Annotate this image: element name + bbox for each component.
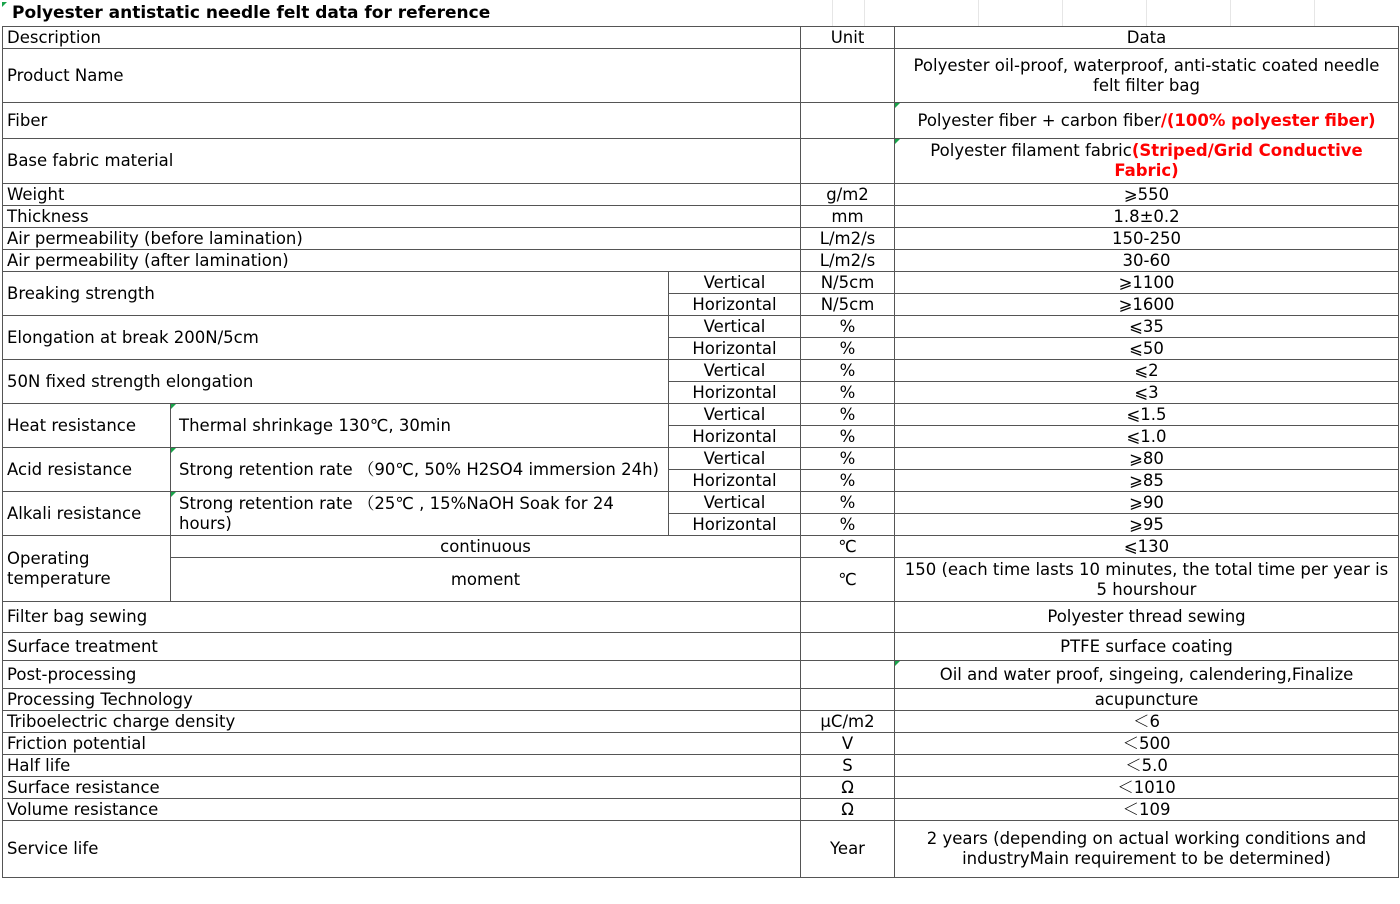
comment-marker <box>171 492 176 497</box>
mode-label: continuous <box>171 536 801 558</box>
gridline <box>864 0 865 26</box>
table-row <box>3 404 1399 426</box>
row-unit: Ω <box>801 799 895 821</box>
row-label: Triboelectric charge density <box>3 711 801 733</box>
row-unit <box>801 139 895 184</box>
row-unit: ℃ <box>801 536 895 558</box>
row-label: Operating temperature <box>3 536 171 602</box>
row-unit: % <box>801 316 895 338</box>
row-label: Fiber <box>3 103 801 139</box>
row-unit: μC/m2 <box>801 711 895 733</box>
mode-label: moment <box>171 558 801 602</box>
row-unit <box>801 103 895 139</box>
table-row <box>3 184 1399 206</box>
table-row <box>3 633 1399 661</box>
direction-label: Vertical <box>669 316 801 338</box>
row-data: 150-250 <box>895 228 1399 250</box>
row-unit: mm <box>801 206 895 228</box>
table-row <box>3 316 1399 338</box>
row-label: Service life <box>3 821 801 878</box>
row-data: 1.8±0.2 <box>895 206 1399 228</box>
row-unit: % <box>801 382 895 404</box>
row-data: ⩽2 <box>895 360 1399 382</box>
row-label: Air permeability (after lamination) <box>3 250 801 272</box>
condition-text <box>171 448 669 492</box>
row-unit: % <box>801 404 895 426</box>
comment-marker <box>2 2 7 7</box>
row-label: Friction potential <box>3 733 801 755</box>
comment-marker <box>895 103 900 108</box>
table-row <box>3 139 1399 184</box>
table-row <box>3 711 1399 733</box>
table-row <box>3 360 1399 382</box>
direction-label: Vertical <box>669 360 801 382</box>
row-data: 150 (each time lasts 10 minutes, the total time per year is 5 hourshour <box>895 558 1399 602</box>
direction-label: Horizontal <box>669 426 801 448</box>
row-unit <box>801 689 895 711</box>
row-label: 50N fixed strength elongation <box>3 360 669 404</box>
table-row <box>3 49 1399 103</box>
table-row <box>3 272 1399 294</box>
row-data <box>895 661 1399 689</box>
table-row <box>3 250 1399 272</box>
row-data: Polyester thread sewing <box>895 602 1399 633</box>
row-label: Alkali resistance <box>3 492 171 536</box>
row-unit: % <box>801 514 895 536</box>
direction-label: Horizontal <box>669 294 801 316</box>
row-data: ⩾90 <box>895 492 1399 514</box>
row-label: Processing Technology <box>3 689 801 711</box>
condition-text <box>171 492 669 536</box>
row-unit: L/m2/s <box>801 250 895 272</box>
condition-text <box>171 404 669 448</box>
row-unit: Ω <box>801 777 895 799</box>
comment-marker <box>171 448 176 453</box>
condition-label: Strong retention rate （90℃, 50% H2SO4 immersion 24h) <box>179 459 659 479</box>
row-label: Surface resistance <box>3 777 801 799</box>
direction-label: Vertical <box>669 272 801 294</box>
table-row <box>3 661 1399 689</box>
row-unit <box>801 49 895 103</box>
row-data: 2 years (depending on actual working conditions and industryMain requirement to be determined) <box>895 821 1399 878</box>
header-unit: Unit <box>801 27 895 49</box>
row-data: ⩾95 <box>895 514 1399 536</box>
table-row <box>3 103 1399 139</box>
row-data <box>895 139 1399 184</box>
row-data: ＜500 <box>895 733 1399 755</box>
gridline <box>1062 0 1063 26</box>
row-data: ＜1010 <box>895 777 1399 799</box>
table-row <box>3 492 1399 514</box>
row-data: ⩽130 <box>895 536 1399 558</box>
row-data: ⩾1600 <box>895 294 1399 316</box>
table-row <box>3 558 1399 602</box>
data-text: Polyester fiber + carbon fiber <box>917 110 1161 130</box>
condition-label: Thermal shrinkage 130℃, 30min <box>179 415 451 435</box>
table-row <box>3 777 1399 799</box>
row-unit: % <box>801 470 895 492</box>
row-data: ⩾85 <box>895 470 1399 492</box>
gridline <box>978 0 979 26</box>
row-data: 30-60 <box>895 250 1399 272</box>
row-unit: N/5cm <box>801 272 895 294</box>
row-data: ⩾80 <box>895 448 1399 470</box>
header-data: Data <box>895 27 1399 49</box>
comment-marker <box>895 661 900 666</box>
gridline <box>832 0 833 26</box>
row-label: Half life <box>3 755 801 777</box>
row-data: PTFE surface coating <box>895 633 1399 661</box>
row-unit: N/5cm <box>801 294 895 316</box>
direction-label: Horizontal <box>669 514 801 536</box>
row-label: Surface treatment <box>3 633 801 661</box>
row-unit: Year <box>801 821 895 878</box>
gridline <box>1146 0 1147 26</box>
direction-label: Vertical <box>669 492 801 514</box>
row-data: ⩽3 <box>895 382 1399 404</box>
comment-marker <box>171 404 176 409</box>
row-unit <box>801 661 895 689</box>
row-data: acupuncture <box>895 689 1399 711</box>
row-data: Polyester oil-proof, waterproof, anti-static coated needle felt filter bag <box>895 49 1399 103</box>
row-label: Breaking strength <box>3 272 669 316</box>
table-row <box>3 536 1399 558</box>
row-data: ⩽1.5 <box>895 404 1399 426</box>
row-label: Elongation at break 200N/5cm <box>3 316 669 360</box>
page-title: Polyester antistatic needle felt data for reference <box>12 3 491 23</box>
row-data: ＜109 <box>895 799 1399 821</box>
direction-label: Vertical <box>669 404 801 426</box>
row-label: Base fabric material <box>3 139 801 184</box>
header-description: Description <box>3 27 801 49</box>
row-label: Air permeability (before lamination) <box>3 228 801 250</box>
data-text: Oil and water proof, singeing, calendering,Finalize <box>939 664 1354 684</box>
table-row <box>3 206 1399 228</box>
row-unit: % <box>801 426 895 448</box>
table-row <box>3 799 1399 821</box>
header-row <box>3 27 1399 49</box>
direction-label: Horizontal <box>669 470 801 492</box>
table-row <box>3 689 1399 711</box>
row-unit: g/m2 <box>801 184 895 206</box>
row-unit: % <box>801 338 895 360</box>
row-data: ＜5.0 <box>895 755 1399 777</box>
table-row <box>3 821 1399 878</box>
data-highlight: /(100% polyester fiber) <box>1160 110 1376 130</box>
row-unit: V <box>801 733 895 755</box>
table-row <box>3 228 1399 250</box>
row-label: Product Name <box>3 49 801 103</box>
row-unit <box>801 602 895 633</box>
row-data: ⩽35 <box>895 316 1399 338</box>
row-label: Filter bag sewing <box>3 602 801 633</box>
row-data <box>895 103 1399 139</box>
row-label: Thickness <box>3 206 801 228</box>
row-unit: % <box>801 492 895 514</box>
data-highlight: (Striped/Grid Conductive Fabric) <box>1114 141 1363 180</box>
direction-label: Horizontal <box>669 338 801 360</box>
row-unit: % <box>801 360 895 382</box>
row-data: ⩾1100 <box>895 272 1399 294</box>
row-unit: S <box>801 755 895 777</box>
row-label: Acid resistance <box>3 448 171 492</box>
row-data: ＜6 <box>895 711 1399 733</box>
row-data: ⩽1.0 <box>895 426 1399 448</box>
table-row <box>3 602 1399 633</box>
comment-marker <box>895 139 900 144</box>
direction-label: Vertical <box>669 448 801 470</box>
direction-label: Horizontal <box>669 382 801 404</box>
row-unit: L/m2/s <box>801 228 895 250</box>
spec-table <box>2 26 1399 878</box>
row-label: Volume resistance <box>3 799 801 821</box>
row-data: ⩽50 <box>895 338 1399 360</box>
table-row <box>3 448 1399 470</box>
row-unit: ℃ <box>801 558 895 602</box>
row-label: Heat resistance <box>3 404 171 448</box>
data-text: Polyester filament fabric <box>930 141 1132 160</box>
row-data: ⩾550 <box>895 184 1399 206</box>
row-unit <box>801 633 895 661</box>
row-label: Weight <box>3 184 801 206</box>
condition-label: Strong retention rate （25℃ , 15%NaOH Soak for 24 hours) <box>179 493 614 533</box>
gridline <box>1230 0 1231 26</box>
table-row <box>3 733 1399 755</box>
row-unit: % <box>801 448 895 470</box>
row-label: Post-processing <box>3 661 801 689</box>
table-row <box>3 755 1399 777</box>
gridline <box>1314 0 1315 26</box>
